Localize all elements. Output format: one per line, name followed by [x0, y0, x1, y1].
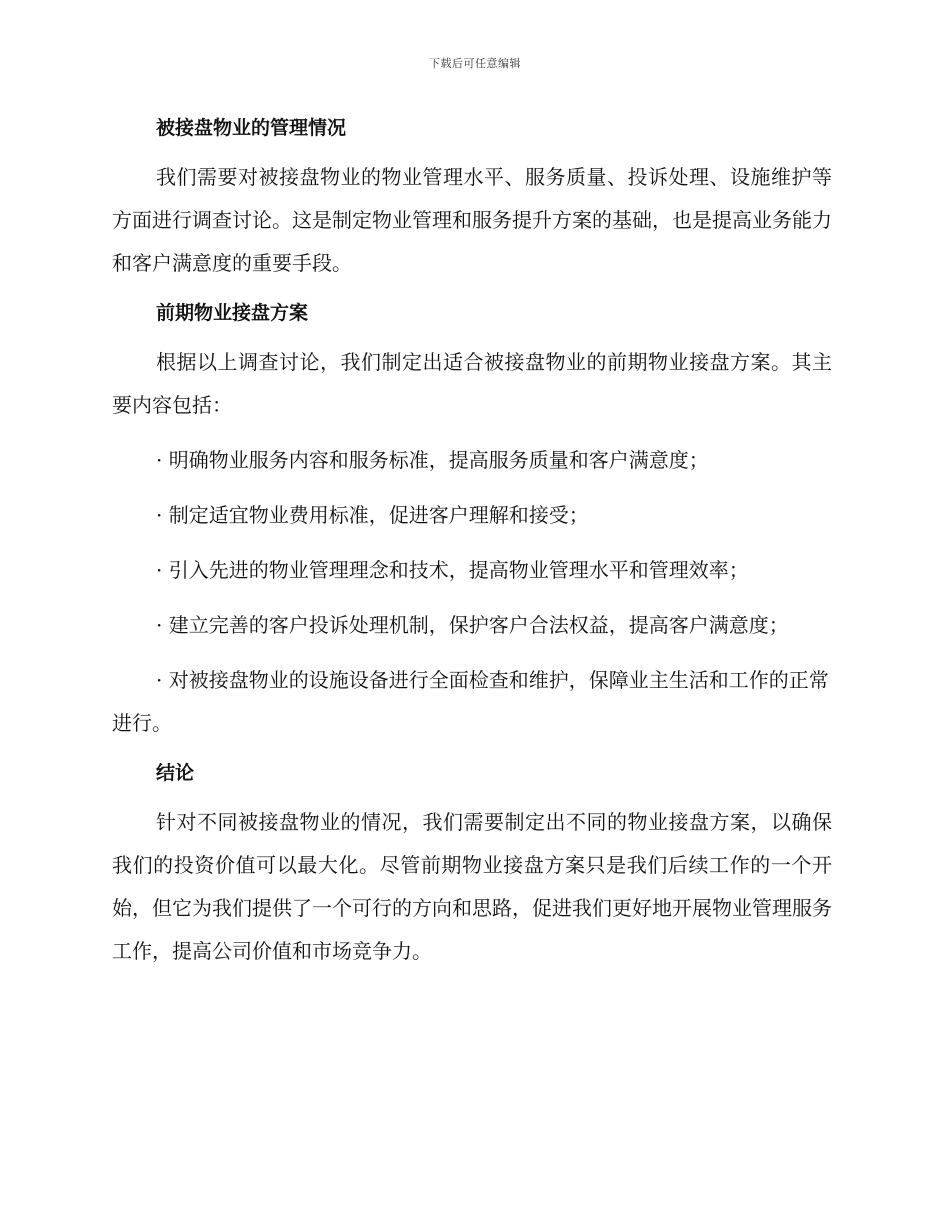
paragraph-management-status: 我们需要对被接盘物业的物业管理水平、服务质量、投诉处理、设施维护等方面进行调查讨论。这是制定物业管理和服务提升方案的基础，也是提高业务能力和客户满意度的重要手段。 [112, 165, 832, 275]
bullet-item-fee-standard: · 制定适宜物业费用标准，促进客户理解和接受； [156, 503, 589, 527]
section-heading-conclusion: 结论 [156, 762, 195, 784]
bullet-item-complaint-mechanism: · 建立完善的客户投诉处理机制，保护客户合法权益，提高客户满意度； [156, 613, 789, 637]
paragraph-takeover-plan-intro: 根据以上调查讨论，我们制定出适合被接盘物业的前期物业接盘方案。其主要内容包括： [112, 350, 832, 417]
section-heading-takeover-plan: 前期物业接盘方案 [156, 302, 309, 324]
section-heading-management-status: 被接盘物业的管理情况 [156, 117, 347, 139]
page-header-note: 下载后可任意编辑 [429, 57, 521, 70]
bullet-item-management-technology: · 引入先进的物业管理理念和技术，提高物业管理水平和管理效率； [156, 558, 749, 582]
bullet-item-service-standard: · 明确物业服务内容和服务标准，提高服务质量和客户满意度； [156, 448, 709, 472]
document-body [112, 112, 832, 973]
paragraph-conclusion: 针对不同被接盘物业的情况，我们需要制定出不同的物业接盘方案，以确保我们的投资价值可以最大化。尽管前期物业接盘方案只是我们后续工作的一个开始，但它为我们提供了一个可行的方向和思路，促进我们更好地开展物业管理服务工作，提高公司价值和市场竞争力。 [112, 810, 832, 963]
bullet-item-facility-maintenance: · 对被接盘物业的设施设备进行全面检查和维护，保障业主生活和工作的正常进行。 [112, 668, 829, 735]
